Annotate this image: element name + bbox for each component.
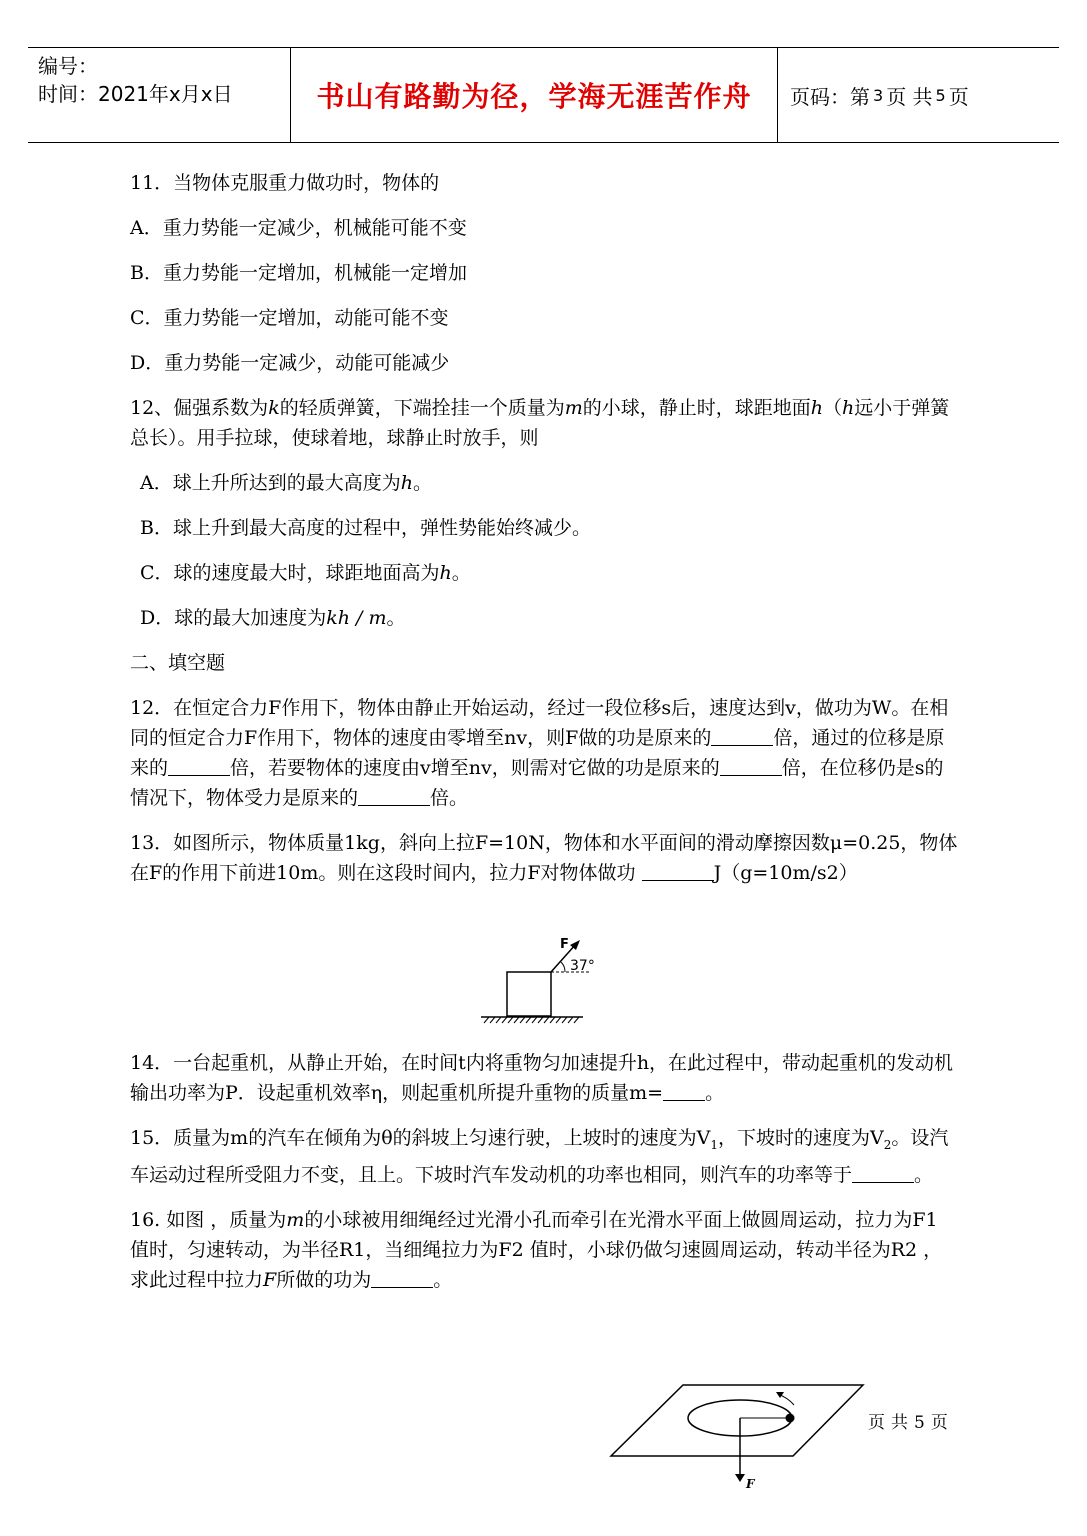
answer-blank bbox=[371, 1265, 433, 1288]
total-pages: 5 bbox=[935, 85, 946, 105]
header-divider bbox=[777, 48, 778, 142]
question-12-option-c: C．球的速度最大时，球距地面高为h。 bbox=[140, 562, 471, 584]
block-shape bbox=[507, 972, 551, 1016]
circular-motion-figure bbox=[608, 1378, 868, 1498]
question-11-stem: 11．当物体克服重力做功时，物体的 bbox=[130, 172, 440, 194]
current-page: 3 bbox=[873, 85, 884, 105]
fill-question-12: 12．在恒定合力F作用下，物体由静止开始运动，经过一段位移s后，速度达到v，做功为W。在相同的恒定合力F作用下，物体的速度由零增至nv，则F做的功是原来的 倍，通过的位移是原来的 倍，若要物体的速度由v增至nv，则需对它做的功是原来的 倍，在位移仍是s的情况下，物体受力是原来的 倍。 bbox=[130, 697, 949, 809]
rotation-arrow-head bbox=[776, 1392, 784, 1398]
question-11-option-c: C．重力势能一定增加，动能可能不变 bbox=[130, 307, 449, 329]
answer-blank bbox=[720, 753, 782, 776]
fill-question-14: 14．一台起重机，从静止开始，在时间t内将重物匀加速提升h，在此过程中，带动起重机的发动机输出功率为P．设起重机效率η，则起重机所提升重物的质量m= 。 bbox=[130, 1052, 954, 1104]
answer-blank bbox=[168, 753, 230, 776]
header-page-number: 页码：第 3 页 共 5 页 bbox=[790, 84, 969, 109]
answer-blank bbox=[663, 1078, 705, 1101]
answer-blank bbox=[711, 723, 773, 746]
document-body bbox=[130, 168, 960, 1310]
ball bbox=[786, 1414, 795, 1423]
angle-arc bbox=[561, 962, 565, 972]
header-motto: 书山有路勤为径，学海无涯苦作舟 bbox=[316, 80, 752, 113]
fill-question-15: 15．质量为m的汽车在倾角为θ的斜坡上匀速行驶，上坡时的速度为$V_1$，下坡时的速度为$V_2$。设汽车运动过程所受阻力不变，且上。下坡时汽车发动机的功率也相同，则汽车的功率等于 。 bbox=[130, 1127, 949, 1186]
fill-question-16: 16. 如图 ，质量为m的小球被用细绳经过光滑小孔而牵引在光滑水平面上做圆周运动，拉力为F1 值时，匀速转动，为半径R1，当细绳拉力为F2 值时，小球仍做匀速圆周运动，转动半径为R2 ，求此过程中拉力F所做的功为 。 bbox=[130, 1208, 943, 1291]
question-11-option-a: A．重力势能一定减少，机械能可能不变 bbox=[130, 217, 467, 239]
page-footer: 页共5页 bbox=[868, 1413, 954, 1433]
section-heading: 二、填空题 bbox=[130, 652, 226, 674]
pull-force-label: F bbox=[746, 1477, 755, 1491]
answer-blank bbox=[852, 1160, 914, 1183]
question-12-option-b: B．球上升到最大高度的过程中，弹性势能始终减少。 bbox=[140, 517, 591, 539]
question-12-stem: 12、倔强系数为k的轻质弹簧，下端拴挂一个质量为m的小球，静止时，球距地面h（h远小于弹簧总长）。用手拉球，使球着地，球静止时放手，则 bbox=[130, 397, 950, 449]
time-label: 时间：2021年x月x日 bbox=[38, 82, 233, 106]
serial-label: 编号： bbox=[38, 54, 98, 78]
question-12-option-a: A．球上升所达到的最大高度为h。 bbox=[140, 472, 432, 494]
answer-blank bbox=[642, 858, 714, 881]
question-11-option-d: D．重力势能一定减少，动能可能减少 bbox=[130, 352, 450, 374]
page-header bbox=[28, 47, 1059, 143]
question-11-option-b: B．重力势能一定增加，机械能一定增加 bbox=[130, 262, 467, 284]
fill-question-13: 13．如图所示，物体质量1kg，斜向上拉F=10N，物体和水平面间的滑动摩擦因数μ=0.25，物体在F的作用下前进10m。则在这段时间内，拉力F对物体做功 J（g=10m/s2） bbox=[130, 832, 958, 884]
angle-label: 37° bbox=[570, 958, 595, 974]
question-12-option-d: D．球的最大加速度为kh / m。 bbox=[140, 607, 406, 629]
force-label: F bbox=[560, 937, 569, 952]
answer-blank bbox=[358, 783, 430, 806]
header-meta bbox=[38, 52, 290, 108]
pull-arrow-head bbox=[735, 1474, 745, 1482]
horizontal-plane bbox=[611, 1385, 863, 1456]
ground-hatching bbox=[484, 1017, 579, 1023]
block-pull-figure bbox=[478, 930, 598, 1030]
